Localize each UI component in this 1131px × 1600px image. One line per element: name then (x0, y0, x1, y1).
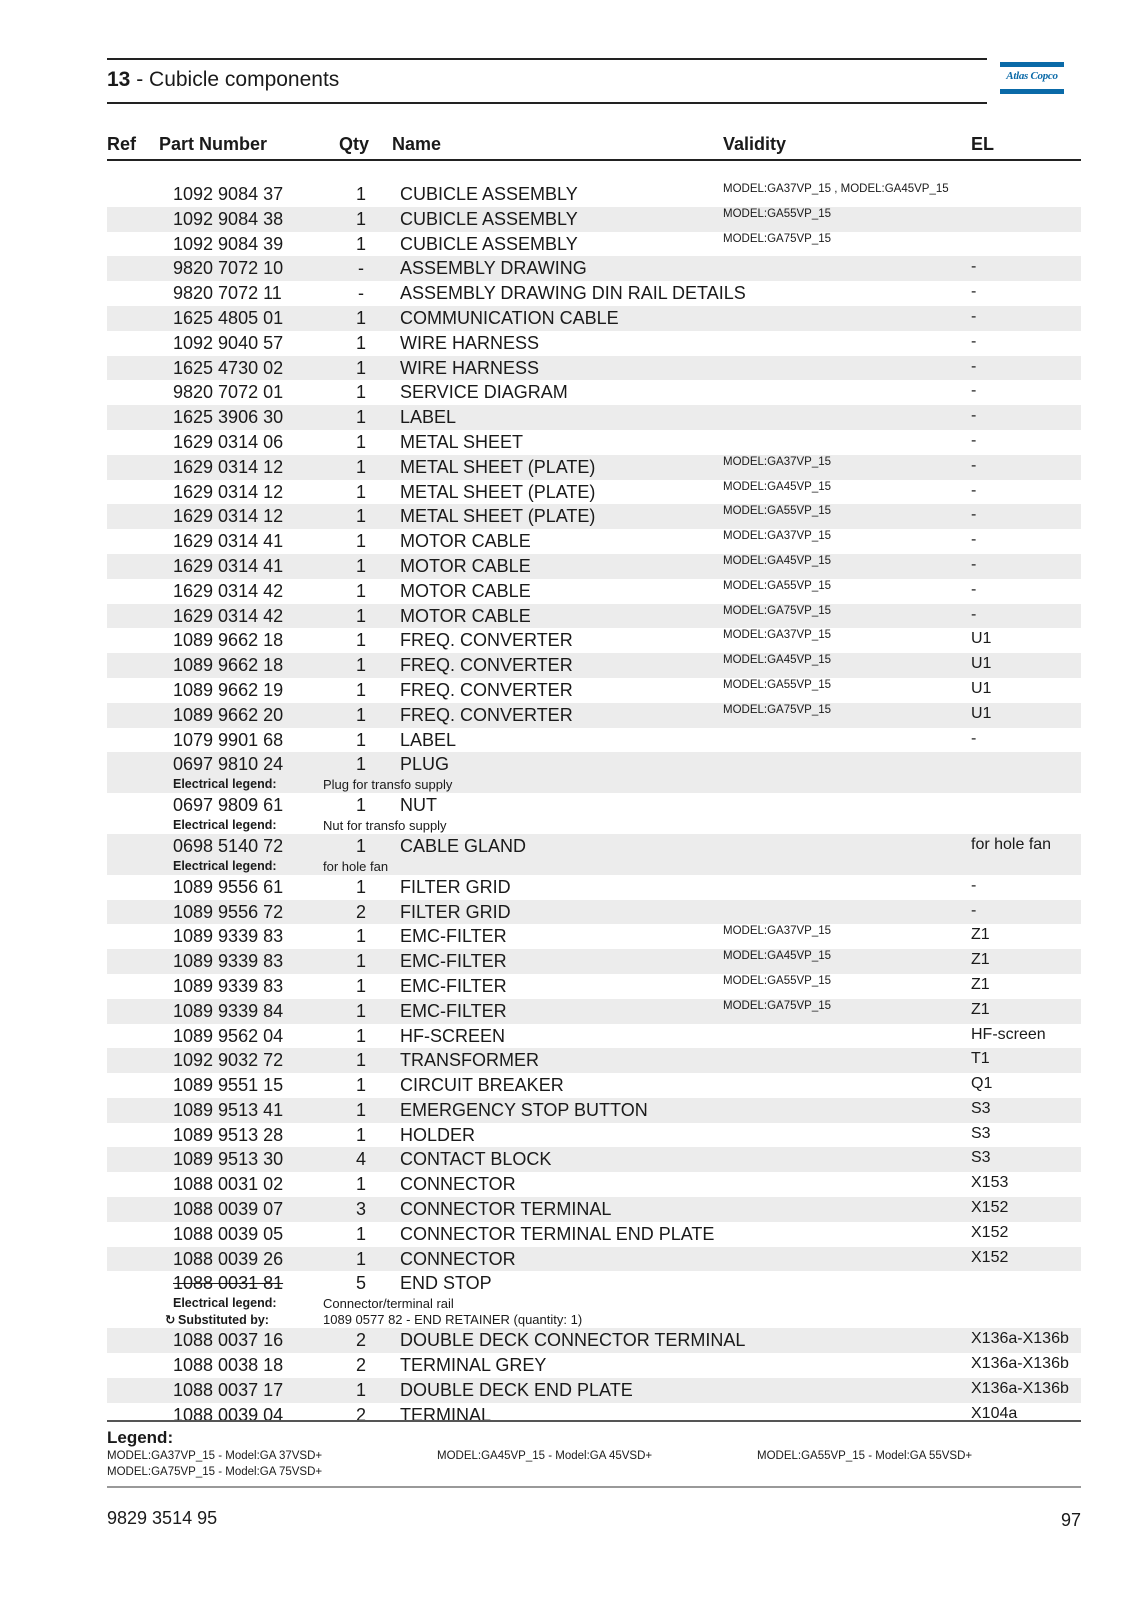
row-note (107, 859, 1081, 875)
atlas-copco-logo (1000, 62, 1064, 94)
table-row (107, 604, 1081, 629)
document-number: 9829 3514 95 (107, 1508, 218, 1528)
quantity: 1 (355, 975, 366, 996)
part-number: 1089 9551 15 (173, 1075, 284, 1096)
quantity: 2 (355, 1355, 366, 1376)
quantity: 1 (355, 679, 366, 700)
row-note-label (173, 777, 277, 791)
validity: MODEL:GA55VP_15 (723, 207, 832, 220)
quantity: 1 (355, 382, 366, 403)
quantity: 2 (355, 1330, 366, 1351)
part-number: 1088 0031 02 (173, 1174, 284, 1195)
legend-item: MODEL:GA55VP_15 - Model:GA 55VSD+ (757, 1450, 973, 1462)
table-row (107, 554, 1081, 579)
part-name: END STOP (400, 1273, 492, 1294)
part-name: SERVICE DIAGRAM (400, 382, 568, 403)
el-code: X136a-X136b (971, 1379, 1069, 1397)
quantity: 1 (355, 1099, 366, 1120)
part-number: 1089 9662 18 (173, 630, 284, 651)
part-number: 1629 0314 41 (173, 531, 284, 552)
part-name: ASSEMBLY DRAWING (400, 258, 587, 279)
table-row (107, 900, 1081, 925)
table-row (107, 380, 1081, 405)
part-name: FREQ. CONVERTER (400, 655, 573, 676)
table-row (107, 182, 1081, 207)
part-name: CONNECTOR TERMINAL (400, 1199, 612, 1220)
el-code: Q1 (971, 1075, 993, 1093)
table-row (107, 579, 1081, 604)
section-title-text: Cubicle components (149, 68, 340, 91)
quantity: 1 (355, 357, 366, 378)
part-name: COMMUNICATION CABLE (400, 307, 619, 328)
table-row (107, 1172, 1081, 1197)
table-row (107, 752, 1081, 777)
section-separator: - (130, 68, 150, 91)
table-row (107, 1123, 1081, 1148)
el-code: - (971, 283, 977, 301)
part-name: FREQ. CONVERTER (400, 704, 573, 725)
part-name: LABEL (400, 729, 457, 750)
table-row (107, 405, 1081, 430)
part-name: MOTOR CABLE (400, 605, 531, 626)
row-note-value: Connector/terminal rail (323, 1296, 454, 1312)
col-header-qty: Qty (339, 134, 370, 154)
part-number: 1629 0314 12 (173, 481, 284, 502)
legend-title: Legend: (107, 1428, 174, 1447)
col-header-part-number: Part Number (159, 134, 268, 154)
legend-section (107, 1420, 1081, 1488)
part-number: 1089 9556 61 (173, 876, 284, 897)
el-code: U1 (971, 655, 992, 673)
table-row (107, 331, 1081, 356)
part-number: 1079 9901 68 (173, 729, 284, 750)
quantity: - (358, 283, 364, 304)
el-code: - (971, 531, 977, 549)
quantity: 1 (355, 1174, 366, 1195)
validity: MODEL:GA75VP_15 (723, 999, 832, 1012)
quantity: 1 (355, 531, 366, 552)
part-name: CIRCUIT BREAKER (400, 1075, 564, 1096)
part-name: EMC-FILTER (400, 951, 507, 972)
validity: MODEL:GA55VP_15 (723, 974, 832, 987)
el-code: T1 (971, 1050, 990, 1068)
part-name: NUT (400, 795, 437, 816)
part-name: DOUBLE DECK END PLATE (400, 1379, 633, 1400)
quantity: 1 (355, 1075, 366, 1096)
quantity: 1 (355, 208, 366, 229)
el-code: Z1 (971, 1000, 990, 1018)
legend-item: MODEL:GA75VP_15 - Model:GA 75VSD+ (107, 1466, 323, 1478)
table-row (107, 834, 1081, 859)
row-note-label-text: Substituted by: (178, 1313, 269, 1328)
table-row (107, 480, 1081, 505)
el-code: Z1 (971, 975, 990, 993)
table-row (107, 232, 1081, 257)
row-note (107, 777, 1081, 793)
part-number: 1089 9562 04 (173, 1025, 284, 1046)
row-note-label-text: Electrical legend: (173, 858, 277, 873)
part-number: 1092 9084 39 (173, 233, 284, 254)
el-code: X136a-X136b (971, 1355, 1069, 1373)
row-note-value: Nut for transfo supply (323, 817, 447, 833)
row-note-label-text: Electrical legend: (173, 817, 277, 832)
part-number: 1625 4805 01 (173, 307, 284, 328)
el-code: - (971, 901, 977, 919)
el-code: X104a (971, 1404, 1018, 1422)
table-row (107, 504, 1081, 529)
part-number: 1625 4730 02 (173, 357, 284, 378)
part-number: 1089 9662 19 (173, 679, 284, 700)
table-row (107, 306, 1081, 331)
part-name: MOTOR CABLE (400, 531, 531, 552)
parts-table-body (107, 182, 1081, 1427)
el-code: X153 (971, 1174, 1009, 1192)
table-row (107, 455, 1081, 480)
part-name: METAL SHEET (PLATE) (400, 506, 596, 527)
table-row (107, 356, 1081, 381)
quantity: 1 (355, 555, 366, 576)
quantity: 2 (355, 901, 366, 922)
quantity: 1 (355, 630, 366, 651)
col-header-name: Name (392, 134, 442, 154)
part-name: METAL SHEET (PLATE) (400, 456, 596, 477)
part-name: CONNECTOR TERMINAL END PLATE (400, 1223, 715, 1244)
row-note-label-text: Electrical legend: (173, 1296, 277, 1311)
validity: MODEL:GA45VP_15 (723, 950, 832, 963)
validity: MODEL:GA37VP_15 (723, 530, 832, 543)
part-name: ASSEMBLY DRAWING DIN RAIL DETAILS (400, 283, 746, 304)
part-name: CONNECTOR (400, 1248, 516, 1269)
quantity: 1 (355, 233, 366, 254)
part-number: 1092 9084 38 (173, 208, 284, 229)
quantity: 1 (355, 456, 366, 477)
el-code: - (971, 580, 977, 598)
el-code: U1 (971, 630, 992, 648)
part-name: METAL SHEET (400, 431, 524, 452)
part-number: 1629 0314 12 (173, 506, 284, 527)
part-name: METAL SHEET (PLATE) (400, 481, 596, 502)
part-name: FILTER GRID (400, 901, 511, 922)
el-code: - (971, 456, 977, 474)
part-name: CABLE GLAND (400, 835, 527, 856)
part-name: EMC-FILTER (400, 926, 507, 947)
el-code: - (971, 555, 977, 573)
part-number: 1089 9513 41 (173, 1099, 284, 1120)
validity: MODEL:GA45VP_15 (723, 480, 832, 493)
part-number: 1088 0039 26 (173, 1248, 284, 1269)
table-row (107, 281, 1081, 306)
table-row (107, 678, 1081, 703)
table-row (107, 793, 1081, 818)
el-code: - (971, 605, 977, 623)
table-row (107, 974, 1081, 999)
table-row (107, 875, 1081, 900)
part-number: 1625 3906 30 (173, 407, 284, 428)
validity: MODEL:GA37VP_15 (723, 925, 832, 938)
part-name: CUBICLE ASSEMBLY (400, 208, 578, 229)
el-code: - (971, 876, 977, 894)
quantity: 1 (355, 795, 366, 816)
section-number: 13 (107, 68, 131, 91)
row-note-label-text: Electrical legend: (173, 777, 277, 792)
part-number: 1089 9662 20 (173, 704, 284, 725)
quantity: 1 (355, 835, 366, 856)
quantity: 1 (355, 605, 366, 626)
quantity: 1 (355, 729, 366, 750)
logo-bar-top (1000, 62, 1064, 67)
quantity: 1 (355, 580, 366, 601)
page-number: 97 (1060, 1510, 1081, 1530)
part-name: DOUBLE DECK CONNECTOR TERMINAL (400, 1330, 746, 1351)
el-code: for hole fan (971, 835, 1052, 853)
part-name: LABEL (400, 407, 457, 428)
table-row (107, 703, 1081, 728)
part-number: 1088 0037 17 (173, 1379, 284, 1400)
part-name: WIRE HARNESS (400, 357, 540, 378)
table-row (107, 1024, 1081, 1049)
part-name: FREQ. CONVERTER (400, 630, 573, 651)
quantity: 1 (355, 951, 366, 972)
validity: MODEL:GA55VP_15 (723, 505, 832, 518)
validity: MODEL:GA75VP_15 (723, 703, 832, 716)
row-note-value: Plug for transfo supply (323, 777, 453, 793)
quantity: 1 (355, 431, 366, 452)
validity: MODEL:GA75VP_15 (723, 232, 832, 245)
section-title (107, 68, 339, 92)
el-code: - (971, 382, 977, 400)
el-code: - (971, 357, 977, 375)
col-header-ref: Ref (107, 134, 137, 154)
part-name: HOLDER (400, 1124, 476, 1145)
part-name: CUBICLE ASSEMBLY (400, 184, 578, 204)
el-code: X136a-X136b (971, 1330, 1069, 1348)
row-note-value: 1089 0577 82 - END RETAINER (quantity: 1) (323, 1312, 583, 1328)
part-name: FREQ. CONVERTER (400, 679, 573, 700)
part-number: 0698 5140 72 (173, 835, 284, 856)
el-code: - (971, 258, 977, 276)
validity: MODEL:GA37VP_15 , MODEL:GA45VP_15 (723, 183, 949, 195)
quantity: 1 (355, 1050, 366, 1071)
part-number: 1088 0031 81 (173, 1273, 284, 1294)
part-number: 1092 9040 57 (173, 332, 284, 353)
part-number: 1089 9339 84 (173, 1000, 284, 1021)
substitute-icon: ↻ (165, 1313, 176, 1328)
part-name: TERMINAL (400, 1404, 492, 1425)
table-row (107, 728, 1081, 753)
part-number: 1092 9084 37 (173, 184, 284, 204)
quantity: 1 (355, 655, 366, 676)
quantity: 1 (355, 184, 366, 204)
validity: MODEL:GA37VP_15 (723, 455, 832, 468)
table-row (107, 1247, 1081, 1272)
row-note-label (173, 1296, 277, 1310)
part-number: 9820 7072 11 (173, 283, 282, 304)
part-name: EMC-FILTER (400, 1000, 507, 1021)
table-row (107, 529, 1081, 554)
part-number: 1089 9556 72 (173, 901, 284, 922)
part-number: 1089 9339 83 (173, 951, 284, 972)
legend-item: MODEL:GA37VP_15 - Model:GA 37VSD+ (107, 1450, 323, 1462)
row-note (107, 1296, 1081, 1312)
part-name: CONNECTOR (400, 1174, 516, 1195)
part-number: 1629 0314 41 (173, 555, 284, 576)
part-name: MOTOR CABLE (400, 580, 531, 601)
quantity: - (358, 258, 364, 279)
quantity: 5 (355, 1273, 366, 1294)
validity: MODEL:GA55VP_15 (723, 678, 832, 691)
table-row (107, 1048, 1081, 1073)
el-code: - (971, 506, 977, 524)
row-note-label (165, 1312, 269, 1327)
quantity: 1 (355, 1248, 366, 1269)
table-row (107, 924, 1081, 949)
part-number: 1088 0037 16 (173, 1330, 284, 1351)
table-row (107, 949, 1081, 974)
table-header (107, 132, 1081, 161)
part-number: 9820 7072 10 (173, 258, 284, 279)
el-code: U1 (971, 679, 992, 697)
quantity: 1 (355, 307, 366, 328)
quantity: 3 (355, 1199, 366, 1220)
row-note (107, 1312, 1081, 1328)
table-row (107, 1222, 1081, 1247)
part-number: 1088 0039 05 (173, 1223, 284, 1244)
table-row (107, 1197, 1081, 1222)
quantity: 1 (355, 704, 366, 725)
part-name: CONTACT BLOCK (400, 1149, 552, 1170)
part-name: HF-SCREEN (400, 1025, 506, 1046)
el-code: X152 (971, 1199, 1009, 1217)
quantity: 1 (355, 926, 366, 947)
el-code: - (971, 431, 977, 449)
part-number: 1088 0038 18 (173, 1355, 284, 1376)
table-row (107, 1147, 1081, 1172)
legend-item: MODEL:GA45VP_15 - Model:GA 45VSD+ (437, 1450, 653, 1462)
el-code: Z1 (971, 951, 990, 969)
part-name: EMERGENCY STOP BUTTON (400, 1099, 648, 1120)
col-header-el: EL (971, 134, 995, 154)
table-row (107, 1271, 1081, 1296)
quantity: 1 (355, 407, 366, 428)
table-row (107, 1328, 1081, 1353)
el-code: S3 (971, 1124, 991, 1142)
table-row (107, 1378, 1081, 1403)
validity: MODEL:GA45VP_15 (723, 554, 832, 567)
el-code: Z1 (971, 926, 990, 944)
table-row (107, 430, 1081, 455)
part-number: 9820 7072 01 (173, 382, 284, 403)
quantity: 1 (355, 1379, 366, 1400)
table-row (107, 1353, 1081, 1378)
el-code: X152 (971, 1223, 1009, 1241)
part-number: 1089 9339 83 (173, 926, 284, 947)
row-note-label (173, 818, 277, 832)
el-code: X152 (971, 1248, 1009, 1266)
quantity: 1 (355, 332, 366, 353)
part-number: 1629 0314 42 (173, 605, 284, 626)
el-code: S3 (971, 1149, 991, 1167)
quantity: 1 (355, 754, 366, 775)
part-number: 0697 9810 24 (173, 754, 284, 775)
part-number: 1089 9339 83 (173, 975, 284, 996)
part-name: TERMINAL GREY (400, 1355, 547, 1376)
row-note (107, 818, 1081, 834)
quantity: 1 (355, 481, 366, 502)
row-note-label (173, 859, 277, 873)
quantity: 4 (355, 1149, 366, 1170)
section-header (107, 58, 987, 104)
part-name: TRANSFORMER (400, 1050, 539, 1071)
part-number: 1629 0314 06 (173, 431, 284, 452)
part-name: FILTER GRID (400, 876, 511, 897)
part-name: WIRE HARNESS (400, 332, 540, 353)
table-row (107, 653, 1081, 678)
el-code: - (971, 729, 977, 747)
el-code: HF-screen (971, 1025, 1046, 1043)
part-number: 1629 0314 42 (173, 580, 284, 601)
validity: MODEL:GA45VP_15 (723, 654, 832, 667)
el-code: - (971, 407, 977, 425)
validity: MODEL:GA55VP_15 (723, 579, 832, 592)
quantity: 1 (355, 876, 366, 897)
col-header-validity: Validity (723, 134, 787, 154)
part-name: CUBICLE ASSEMBLY (400, 233, 578, 254)
quantity: 1 (355, 506, 366, 527)
table-row (107, 1073, 1081, 1098)
quantity: 1 (355, 1223, 366, 1244)
el-code: - (971, 307, 977, 325)
quantity: 1 (355, 1124, 366, 1145)
table-row (107, 628, 1081, 653)
table-row (107, 999, 1081, 1024)
quantity: 1 (355, 1000, 366, 1021)
row-note-value: for hole fan (323, 858, 389, 874)
part-name: PLUG (400, 754, 450, 775)
table-row (107, 256, 1081, 281)
el-code: - (971, 332, 977, 350)
quantity: 2 (355, 1404, 366, 1425)
part-name: MOTOR CABLE (400, 555, 531, 576)
validity: MODEL:GA37VP_15 (723, 629, 832, 642)
el-code: U1 (971, 704, 992, 722)
part-number: 1088 0039 07 (173, 1199, 284, 1220)
el-code: - (971, 481, 977, 499)
table-row (107, 1098, 1081, 1123)
part-number: 1089 9513 30 (173, 1149, 284, 1170)
el-code: S3 (971, 1099, 991, 1117)
part-number: 1089 9513 28 (173, 1124, 284, 1145)
logo-text: Atlas Copco (1006, 70, 1058, 82)
table-row (107, 207, 1081, 232)
validity: MODEL:GA75VP_15 (723, 604, 832, 617)
logo-bar-bottom (1000, 89, 1064, 94)
part-number: 1092 9032 72 (173, 1050, 284, 1071)
part-number: 1629 0314 12 (173, 456, 284, 477)
part-number: 0697 9809 61 (173, 795, 284, 816)
part-number: 1089 9662 18 (173, 655, 284, 676)
part-name: EMC-FILTER (400, 975, 507, 996)
quantity: 1 (355, 1025, 366, 1046)
part-number: 1088 0039 04 (173, 1404, 284, 1425)
